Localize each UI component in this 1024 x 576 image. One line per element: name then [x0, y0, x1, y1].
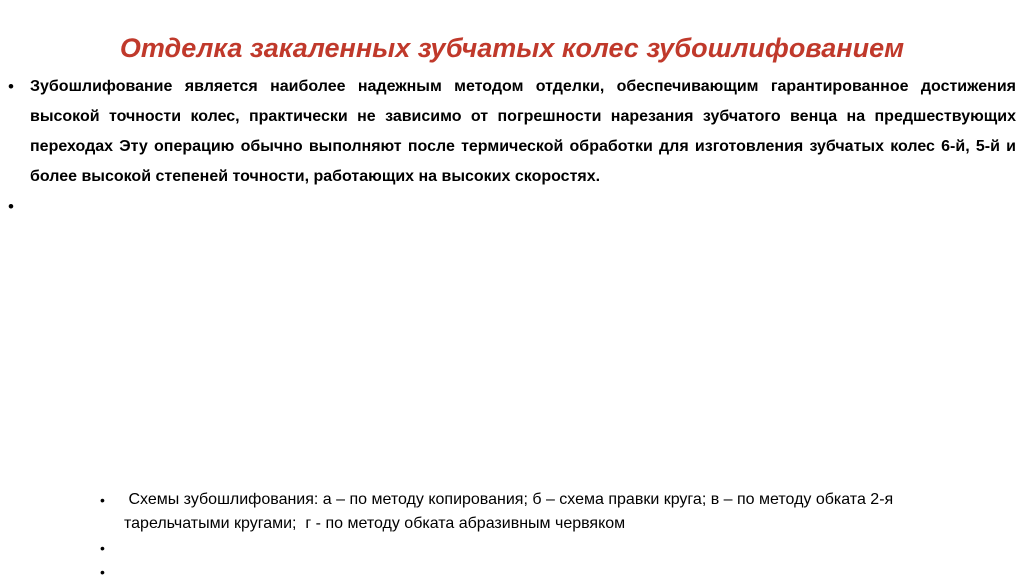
bullet-icon: •	[100, 564, 105, 576]
main-bullet-item-empty	[8, 192, 1016, 218]
bullet-icon: •	[8, 77, 14, 96]
figure-caption-text: Схемы зубошлифования: а – по методу копирования; б – схема правки круга; в – по методу обката 2-я тарельчатыми кругами; г - по методу обката абразивным червяком	[124, 491, 898, 532]
bullet-icon: •	[100, 540, 105, 556]
main-bullet-text: Зубошлифование является наиболее надежным методом отделки, обеспечивающим гарантированное достижения высокой точности колес, практически не зависимо от погрешности нарезания зубчатого венца на предшествующих переходах Эту операцию обычно выполняют после термической обработки для изготовления зубчатых колес 6-й, 5-й и более высокой степеней точности, работающих на высоких скоростях.	[30, 78, 1016, 185]
caption-bullet-item-empty	[100, 560, 920, 576]
main-bullet-item	[8, 72, 1016, 192]
bullet-icon: •	[100, 492, 105, 508]
caption-bullet-item	[100, 488, 920, 536]
main-bullet-list	[8, 72, 1016, 218]
slide-title: Отделка закаленных зубчатых колес зубошлифованием	[119, 33, 905, 63]
caption-bullet-list	[100, 488, 920, 576]
bullet-icon: •	[8, 197, 14, 216]
caption-bullet-item-empty	[100, 536, 920, 560]
